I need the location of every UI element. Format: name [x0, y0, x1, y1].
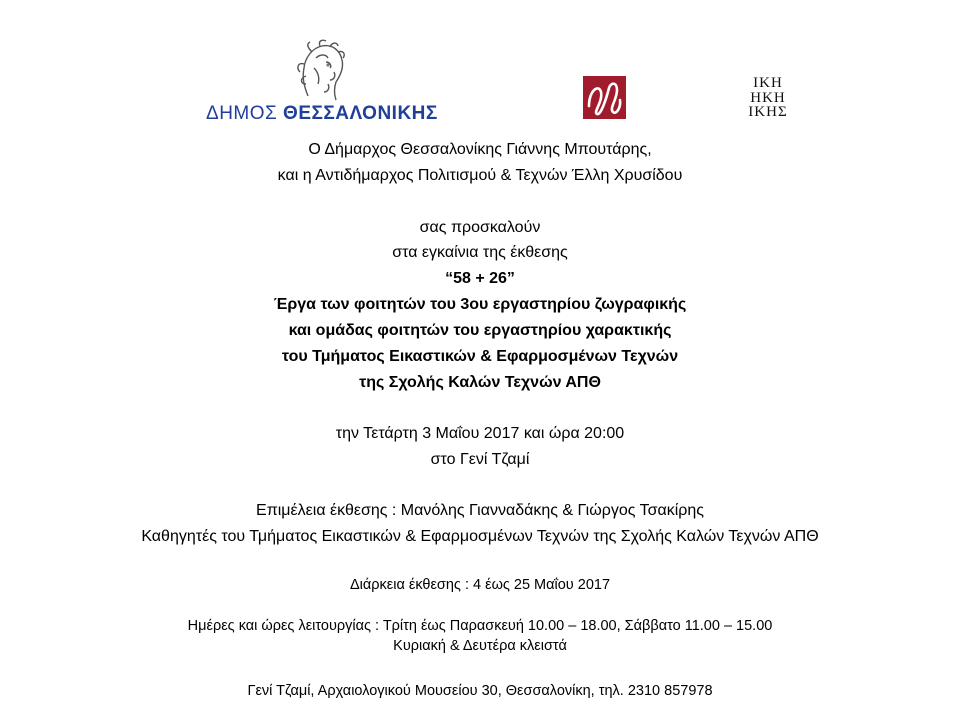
venue: στο Γενί Τζαμί [430, 451, 530, 468]
hosts-line-2: και η Αντιδήμαρχος Πολιτισμού & Τεχνών Έλλη Χρυσίδου [277, 167, 683, 184]
description-line-2: και ομάδας φοιτητών του εργαστηρίου χαρακτικής [288, 322, 672, 339]
alexander-head-icon [290, 38, 350, 102]
address: Γενί Τζαμί, Αρχαιολογικού Μουσείου 30, Θεσσαλονίκη, τηλ. 2310 857978 [247, 683, 713, 699]
municipality-logo [206, 38, 436, 128]
invite-line-1: σας προσκαλούν [419, 219, 541, 236]
exhibition-title: “58 + 26” [445, 270, 515, 287]
opening-date: την Τετάρτη 3 Μαΐου 2017 και ώρα 20:00 [335, 425, 625, 442]
partner-text-line-3: ΙΚΗΣ [748, 104, 788, 120]
exhibition-duration: Διάρκεια έκθεσης : 4 έως 25 Μαΐου 2017 [349, 577, 611, 593]
squiggle-mark-icon [583, 76, 626, 119]
partner-text-line-2: ΗΚΗ [750, 89, 786, 106]
municipality-name-bold: ΘΕΣΣΑΛΟΝΙΚΗΣ [283, 103, 438, 124]
municipality-name [206, 103, 436, 125]
description-line-3: του Τμήματος Εικαστικών & Εφαρμοσμένων Τεχνών [281, 348, 679, 365]
partner-text-line-1: ΙΚΗ [753, 75, 783, 91]
closed-days: Κυριακή & Δευτέρα κλειστά [393, 638, 567, 654]
description-line-4: της Σχολής Καλών Τεχνών ΑΠΘ [359, 374, 601, 391]
partner-logo [583, 76, 626, 119]
invite-line-2: στα εγκαίνια της έκθεσης [392, 244, 568, 261]
description-line-1: Έργα των φοιτητών του 3ου εργαστηρίου ζωγραφικής [273, 296, 687, 313]
municipality-name-light: ΔΗΜΟΣ [206, 103, 278, 124]
opening-hours: Ημέρες και ώρες λειτουργίας : Τρίτη έως Παρασκευή 10.00 – 18.00, Σάββατο 11.00 – 15.00 [187, 618, 773, 634]
hosts-line-1: Ο Δήμαρχος Θεσσαλονίκης Γιάννης Μπουτάρης, [308, 141, 652, 158]
partner-text-logo [738, 76, 798, 124]
curators: Επιμέλεια έκθεσης : Μανόλης Γιανναδάκης & Γιώργος Τσακίρης [256, 502, 704, 519]
professors: Καθηγητές του Τμήματος Εικαστικών & Εφαρμοσμένων Τεχνών της Σχολής Καλών Τεχνών ΑΠΘ [141, 528, 819, 545]
